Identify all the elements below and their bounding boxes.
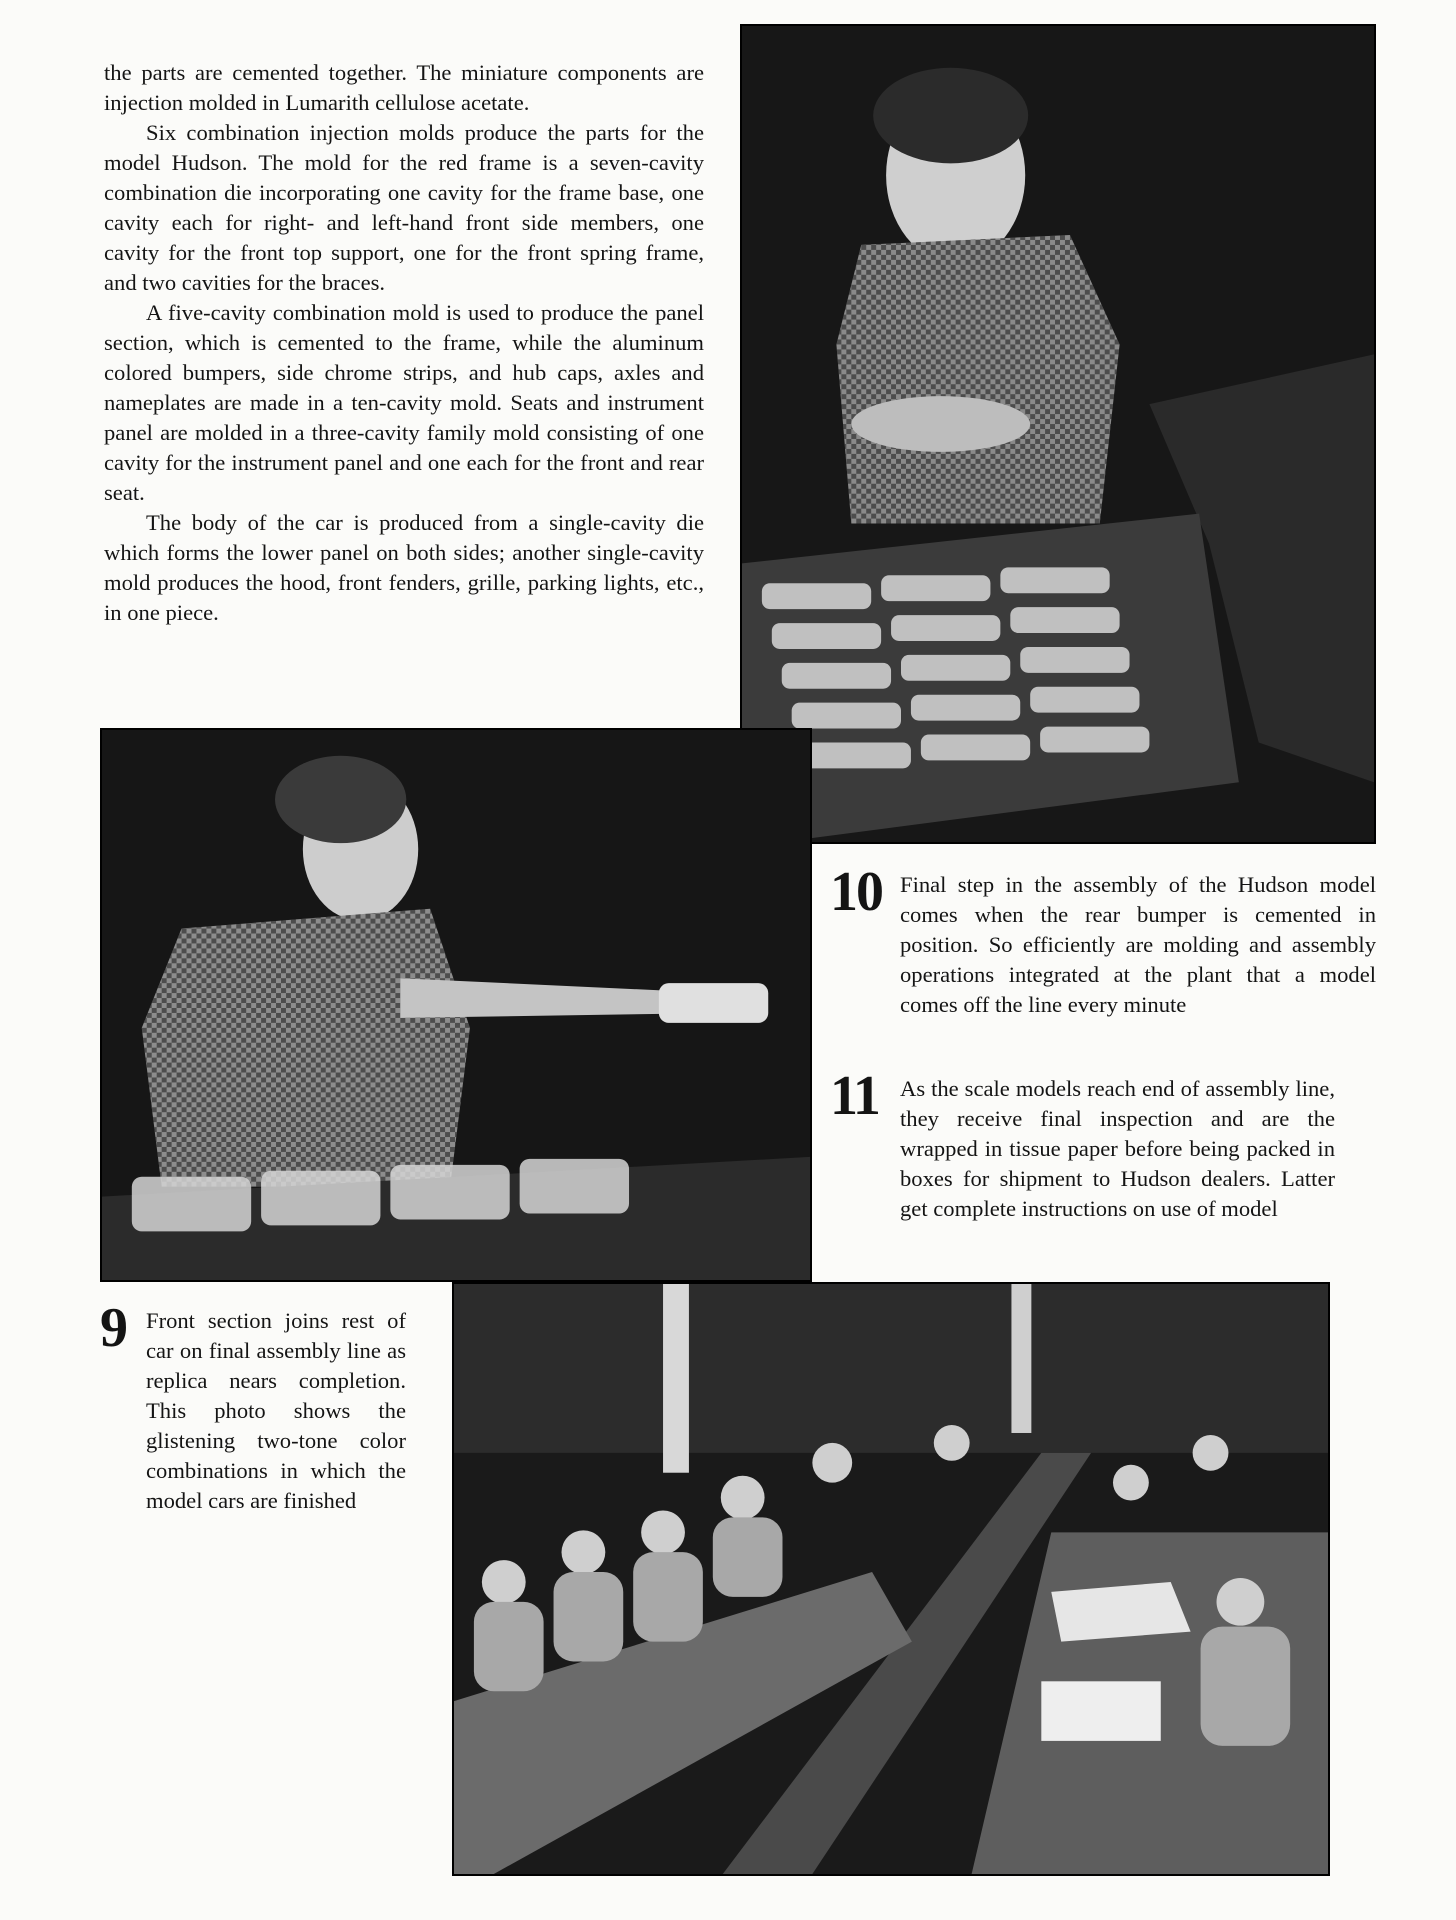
photo-woman-inspecting-models [740, 24, 1376, 844]
caption-11 [830, 1065, 1335, 1244]
body-paragraph: the parts are cemented together. The miniature components are injection molded in Lumarith cellulose acetate. [104, 60, 704, 115]
caption-number: 9 [100, 1297, 126, 1359]
photo-woman-placing-model [100, 728, 812, 1282]
caption-text: Final step in the assembly of the Hudson model comes when the rear bumper is cemented in position. So efficiently are molding and assembly operations integrated at the plant that a model comes off the line every minute [900, 872, 1376, 1017]
body-paragraph: The body of the car is produced from a single-cavity die which forms the lower panel on both sides; another single-cavity mold produces the hood, front fenders, grille, parking lights, etc., in one piece. [104, 510, 704, 625]
caption-number: 10 [830, 861, 882, 923]
body-text [104, 58, 704, 628]
photo-assembly-line [452, 1282, 1330, 1876]
body-paragraph: A five-cavity combination mold is used to produce the panel section, which is cemented to the frame, while the aluminum colored bumpers, side chrome strips, and hub caps, axles and nameplates are made in a ten-cavity mold. Seats and instrument panel are molded in a three-cavity family mold consisting of one cavity for the instrument panel and one each for the front and rear seat. [104, 300, 704, 505]
caption-9 [100, 1297, 410, 1546]
caption-number: 11 [830, 1065, 879, 1127]
caption-text: Front section joins rest of car on final assembly line as replica nears completion. This photo shows the glistening two-tone color combinations in which the model cars are finished [146, 1308, 406, 1513]
body-paragraph: Six combination injection molds produce the parts for the model Hudson. The mold for the red frame is a seven-cavity combination die incorporating one cavity for the frame base, one cavity each for right- and left-hand front side members, one cavity for the front top support, one for the front spring frame, and two cavities for the braces. [104, 120, 704, 295]
caption-text: As the scale models reach end of assembly line, they receive final inspection and are the wrapped in tissue paper before being packed in boxes for shipment to Hudson dealers. Latter get complete instructions on use of model [900, 1076, 1335, 1221]
caption-10 [830, 861, 1376, 1040]
